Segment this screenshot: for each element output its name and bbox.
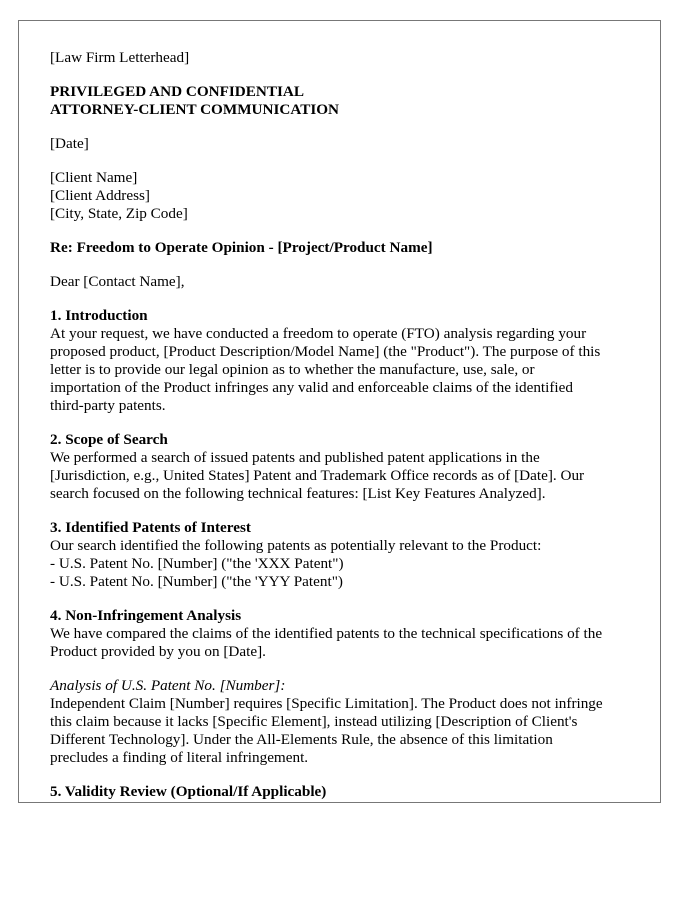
section-noninfringement [50,607,650,661]
analysis-subheading: Analysis of U.S. Patent No. [Number]: [50,677,286,694]
letter-date [50,135,650,153]
paragraph-line: We have compared the claims of the identified patents to the technical specifications of the [50,625,603,642]
paragraph-line: Different Technology]. Under the All-Elements Rule, the absence of this limitation [50,731,553,748]
paragraph-line: letter is to provide our legal opinion as to whether the manufacture, use, sale, or [50,361,535,378]
paragraph-line: Independent Claim [Number] requires [Specific Limitation]. The Product does not infringe [50,695,603,712]
paragraph-line: Product provided by you on [Date]. [50,643,266,660]
paragraph-line: We performed a search of issued patents and published patent applications in the [50,449,540,466]
recipient-city-line: [City, State, Zip Code] [50,205,188,222]
paragraph-line: proposed product, [Product Description/Model Name] (the "Product"). The purpose of this [50,343,601,360]
section-introduction [50,307,650,415]
paragraph-line: third-party patents. [50,397,166,414]
paragraph-line: Our search identified the following patents as potentially relevant to the Product: [50,537,542,554]
confidentiality-line-2: ATTORNEY-CLIENT COMMUNICATION [50,101,340,118]
patent-list-item: - U.S. Patent No. [Number] ("the 'XXX Patent") [50,555,344,572]
patent-analysis [50,677,650,767]
recipient-name: [Client Name] [50,169,138,186]
recipient-address [50,169,650,223]
section-scope [50,431,650,503]
paragraph-line: search focused on the following technical features: [List Key Features Analyzed]. [50,485,546,502]
section-heading: 5. Validity Review (Optional/If Applicable) [50,783,327,800]
paragraph-line: this claim because it lacks [Specific Element], instead utilizing [Description of Client's [50,713,578,730]
confidentiality-notice [50,83,650,119]
page-bottom-divider [18,802,661,803]
section-heading: 2. Scope of Search [50,431,168,448]
date-text: [Date] [50,135,89,152]
salutation [50,273,650,291]
subject-text: Re: Freedom to Operate Opinion - [Project/Product Name] [50,239,433,256]
paragraph-line: At your request, we have conducted a freedom to operate (FTO) analysis regarding your [50,325,587,342]
section-heading: 3. Identified Patents of Interest [50,519,251,536]
section-validity [50,783,650,801]
letterhead-text: [Law Firm Letterhead] [50,49,190,66]
section-heading: 4. Non-Infringement Analysis [50,607,242,624]
salutation-text: Dear [Contact Name], [50,273,185,290]
letter-body [50,49,650,803]
paragraph-line: [Jurisdiction, e.g., United States] Patent and Trademark Office records as of [Date]. Our [50,467,585,484]
confidentiality-line-1: PRIVILEGED AND CONFIDENTIAL [50,83,305,100]
paragraph-line: precludes a finding of literal infringement. [50,749,309,766]
section-heading: 1. Introduction [50,307,148,324]
letterhead [50,49,650,67]
patent-list-item: - U.S. Patent No. [Number] ("the 'YYY Patent") [50,573,343,590]
paragraph-line: importation of the Product infringes any valid and enforceable claims of the identified [50,379,573,396]
section-patents [50,519,650,591]
subject-line [50,239,650,257]
letter-page [18,20,661,803]
recipient-address-line: [Client Address] [50,187,150,204]
